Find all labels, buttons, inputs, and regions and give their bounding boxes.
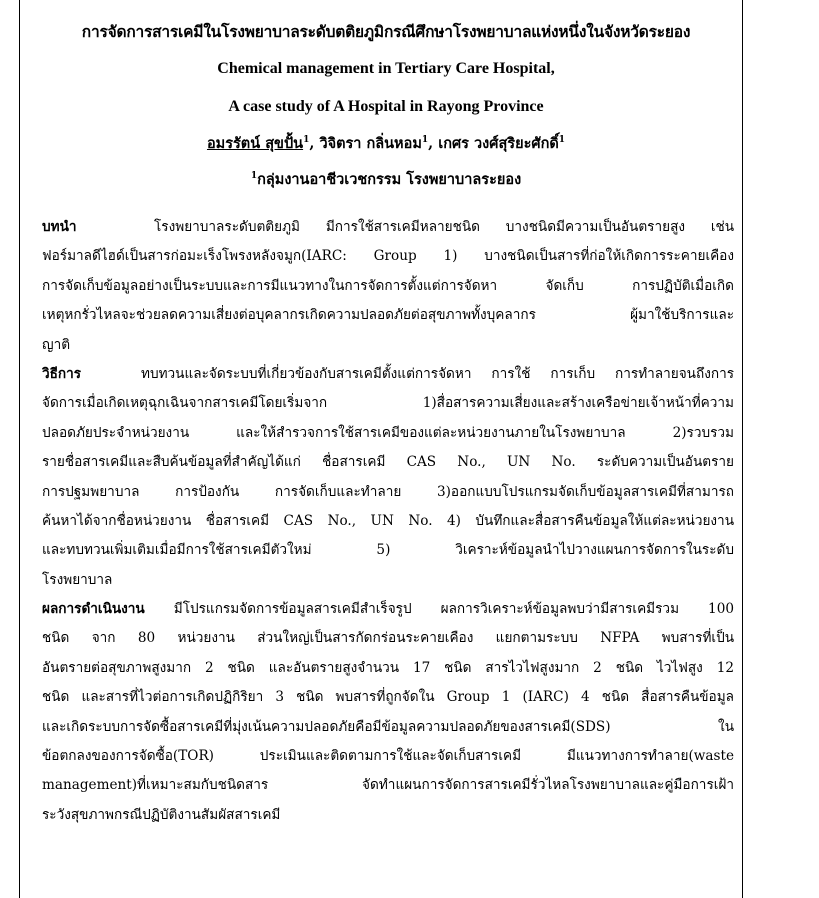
method-line: รายชื่อสารเคมีและสืบค้นข้อมูลที่สำคัญได้แก่ ชื่อสารเคมี CAS No., UN No. ระดับความเป็นอันตราย — [42, 454, 734, 471]
method-line: และทบทวนเพิ่มเติมเมื่อมีการใช้สารเคมีตัวใหม่ 5) วิเคราะห์ข้อมูลนำไปวางแผนการจัดการในระดับ — [42, 542, 734, 559]
intro-line: การจัดเก็บข้อมูลอย่างเป็นระบบและการมีแนวทางในการจัดการตั้งแต่การจัดหา จัดเก็บ การปฏิบัติเมื่อเกิด — [42, 277, 734, 294]
authors — [30, 132, 742, 155]
result-line: อันตรายต่อสุขภาพสูงมาก 2 ชนิด และอันตรายสูงจำนวน 17 ชนิด สารไวไฟสูงมาก 2 ชนิด ไวไฟสูง 12 — [42, 659, 734, 676]
author-second: , วิจิตรา กลิ่นหอม — [309, 135, 422, 152]
result-label: ผลการดำเนินงาน — [42, 601, 145, 618]
result-line: และเกิดระบบการจัดซื้อสารเคมีที่มุ่งเน้นความปลอดภัยคือมีข้อมูลความปลอดภัยของสารเคมี(SDS) ใน — [42, 718, 734, 735]
result-line: ชนิด และสารที่ไวต่อการเกิดปฏิกิริยา 3 ชนิด พบสารที่ถูกจัดใน Group 1 (IARC) 4 ชนิด สื่อสารคืนข้อมูล — [42, 689, 734, 706]
method-line: จัดการเมื่อเกิดเหตุฉุกเฉินจากสารเคมีโดยเริ่มจาก 1)สื่อสารความเสี่ยงและสร้างเครือข่ายเจ้าหน้าที่ความ — [42, 395, 734, 412]
abstract-body — [42, 213, 734, 830]
intro-line: ฟอร์มาลดีไฮด์เป็นสารก่อมะเร็งโพรงหลังจมูก(IARC: Group 1) บางชนิดเป็นสารที่ก่อให้เกิดการระคายเคือง — [42, 248, 734, 265]
affiliation — [30, 168, 742, 191]
intro-line: ญาติ — [42, 336, 71, 353]
thai-title: การจัดการสารเคมีในโรงพยาบาลระดับตติยภูมิกรณีศึกษาโรงพยาบาลแห่งหนึ่งในจังหวัดระยอง — [81, 22, 691, 41]
author-3-affil-mark: 1 — [558, 135, 566, 146]
method-line: โรงพยาบาล — [42, 571, 113, 588]
intro-label: บทนำ — [42, 219, 77, 235]
affiliation-text: กลุ่มงานอาชีวเวชกรรม โรงพยาบาลระยอง — [257, 171, 522, 188]
method-line: วิธีการ ทบทวนและจัดระบบที่เกี่ยวข้องกับสารเคมีตั้งแต่การจัดหา การใช้ การเก็บ การทำลายจนถึงการ — [42, 365, 734, 382]
author-1-affil-mark: 1 — [303, 135, 310, 146]
author-primary: อมรรัตน์ สุขปั้น — [206, 135, 304, 152]
author-third: , เกศร วงศ์สุริยะศักดิ์ — [428, 135, 559, 152]
method-label: วิธีการ — [42, 365, 82, 382]
result-line: ชนิด จาก 80 หน่วยงาน ส่วนใหญ่เป็นสารกัดกร่อนระคายเคือง แยกตามระบบ NFPA พบสารที่เป็น — [42, 630, 734, 647]
result-line: ผลการดำเนินงาน มีโปรแกรมจัดการข้อมูลสารเคมีสำเร็จรูป ผลการวิเคราะห์ข้อมูลพบว่ามีสารเคมีรวม 100 — [42, 601, 734, 618]
affiliation-mark: 1 — [250, 171, 258, 182]
result-line: management)ที่เหมาะสมกับชนิดสาร จัดทำแผนการจัดการสารเคมีรั่วไหลโรงพยาบาลและคู่มือการเฝ้า — [42, 777, 734, 794]
method-line: การปฐมพยาบาล การป้องกัน การจัดเก็บและทำลาย 3)ออกแบบโปรแกรมจัดเก็บข้อมูลสารเคมีที่สามารถ — [42, 483, 734, 500]
result-line: ข้อตกลงของการจัดซื้อ(TOR) ประเมินและติดตามการใช้และจัดเก็บสารเคมี มีแนวทางการทำลาย(waste — [42, 748, 734, 765]
author-2-affil-mark: 1 — [421, 135, 429, 146]
intro-line: เหตุหกรั่วไหลจะช่วยลดความเสี่ยงต่อบุคลากรเกิดความปลอดภัยต่อสุขภาพทั้งบุคลากร ผู้มาใช้บริการและ — [42, 307, 734, 324]
intro-line: บทนำ โรงพยาบาลระดับตติยภูมิ มีการใช้สารเคมีหลายชนิด บางชนิดมีความเป็นอันตรายสูง เช่น — [42, 219, 734, 235]
method-line: ค้นหาได้จากชื่อหน่วยงาน ชื่อสารเคมี CAS No., UN No. 4) บันทึกและสื่อสารคืนข้อมูลให้แต่ละหน่วยงาน — [42, 512, 734, 529]
english-title-line-1: Chemical management in Tertiary Care Hospital, — [217, 60, 555, 77]
method-line: ปลอดภัยประจำหน่วยงาน และให้สำรวจการใช้สารเคมีของแต่ละหน่วยงานภายในโรงพยาบาล 2)รวบรวม — [42, 424, 734, 441]
result-line: ระวังสุขภาพกรณีปฏิบัติงานสัมผัสสารเคมี — [42, 806, 281, 823]
english-title-line-2: A case study of A Hospital in Rayong Province — [228, 98, 544, 115]
